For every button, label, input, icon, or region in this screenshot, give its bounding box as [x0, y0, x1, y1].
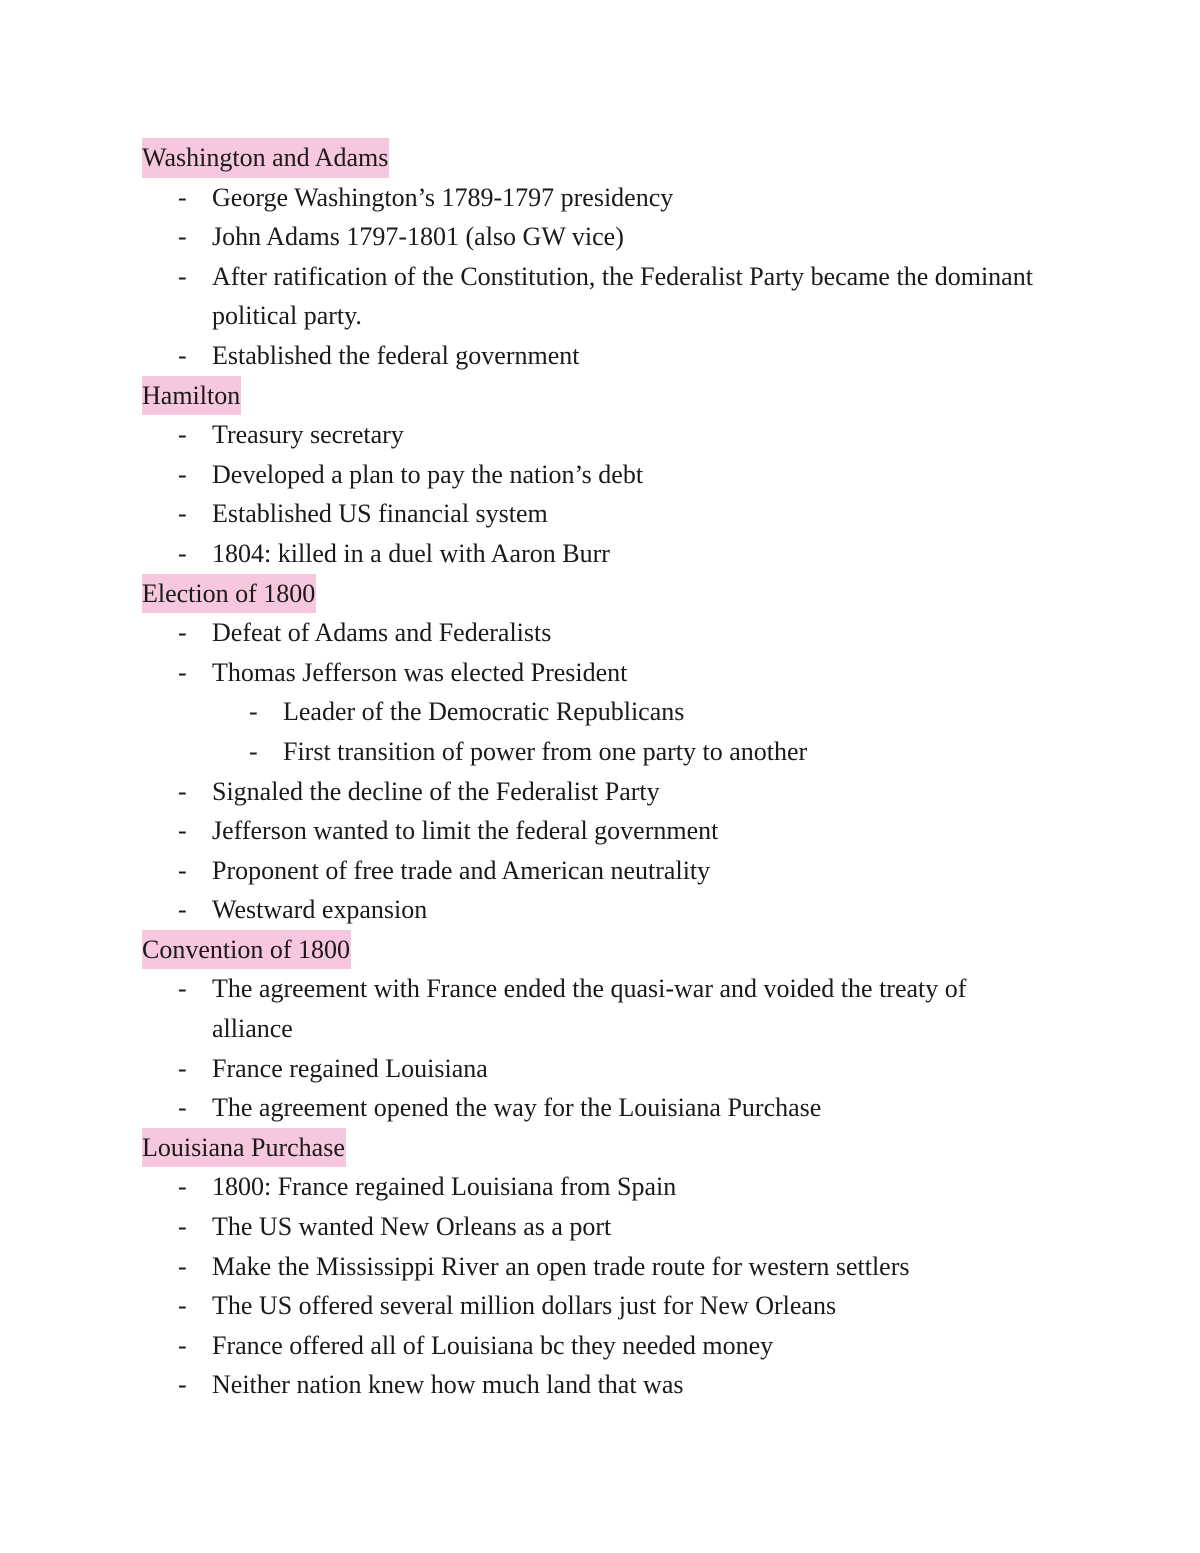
section — [142, 574, 1042, 930]
dash-bullet-icon: - — [178, 340, 187, 370]
section-heading: Election of 1800 — [142, 574, 316, 614]
list-item — [142, 1088, 1042, 1128]
section — [142, 930, 1042, 1128]
dash-bullet-icon: - — [178, 1330, 187, 1360]
list-item-text: Signaled the decline of the Federalist Party — [212, 776, 660, 806]
dash-bullet-icon: - — [178, 618, 187, 648]
dash-bullet-icon: - — [178, 657, 187, 687]
list-item — [142, 415, 1042, 455]
list-item-text: Defeat of Adams and Federalists — [212, 618, 552, 648]
list-item-text: Neither nation knew how much land that was — [212, 1370, 684, 1400]
list-item — [142, 494, 1042, 534]
bullet-list — [142, 415, 1042, 573]
dash-bullet-icon: - — [178, 1370, 187, 1400]
sub-list-item — [142, 692, 1042, 732]
list-item-text: George Washington’s 1789-1797 presidency — [212, 182, 674, 212]
list-item-text: The US offered several million dollars just for New Orleans — [212, 1291, 837, 1321]
dash-bullet-icon: - — [178, 895, 187, 925]
list-item-text: The agreement opened the way for the Louisiana Purchase — [212, 1093, 822, 1123]
list-item-text: The US wanted New Orleans as a port — [212, 1212, 612, 1242]
list-item — [142, 534, 1042, 574]
list-item-text: France offered all of Louisiana bc they needed money — [212, 1330, 774, 1360]
section — [142, 376, 1042, 574]
section — [142, 138, 1042, 376]
dash-bullet-icon: - — [178, 855, 187, 885]
list-item-text: Westward expansion — [212, 895, 428, 925]
dash-bullet-icon: - — [178, 222, 187, 252]
section-heading: Convention of 1800 — [142, 930, 351, 970]
dash-bullet-icon: - — [178, 499, 187, 529]
list-item-text: Established the federal government — [212, 340, 580, 370]
section-heading-row — [142, 1128, 1042, 1168]
dash-bullet-icon: - — [178, 1053, 187, 1083]
list-item-text: John Adams 1797-1801 (also GW vice) — [212, 222, 624, 252]
list-item — [142, 178, 1042, 218]
dash-bullet-icon: - — [178, 816, 187, 846]
dash-bullet-icon: - — [178, 261, 187, 291]
list-item — [142, 1326, 1042, 1366]
list-item — [142, 969, 1042, 1048]
dash-bullet-icon: - — [178, 182, 187, 212]
bullet-list — [142, 178, 1042, 376]
bullet-list — [142, 1167, 1042, 1405]
notes-page — [142, 138, 1042, 1405]
list-item — [142, 1286, 1042, 1326]
list-item-text: Make the Mississippi River an open trade route for western settlers — [212, 1251, 910, 1281]
dash-bullet-icon: - — [178, 538, 187, 568]
list-item — [142, 336, 1042, 376]
list-item-text: Thomas Jefferson was elected President — [212, 657, 628, 687]
list-item — [142, 811, 1042, 851]
list-item — [142, 1167, 1042, 1207]
section-heading: Louisiana Purchase — [142, 1128, 346, 1168]
section-heading-row — [142, 376, 1042, 416]
list-item — [142, 851, 1042, 891]
list-item-text: France regained Louisiana — [212, 1053, 488, 1083]
section-heading-row — [142, 138, 1042, 178]
list-item-text: Leader of the Democratic Republicans — [283, 697, 685, 727]
dash-bullet-icon: - — [249, 697, 258, 727]
dash-bullet-icon: - — [178, 1093, 187, 1123]
dash-bullet-icon: - — [178, 776, 187, 806]
section-heading-row — [142, 574, 1042, 614]
dash-bullet-icon: - — [178, 420, 187, 450]
list-item-text: Treasury secretary — [212, 420, 404, 450]
list-item — [142, 217, 1042, 257]
dash-bullet-icon: - — [178, 459, 187, 489]
list-item-text: Jefferson wanted to limit the federal government — [212, 816, 719, 846]
dash-bullet-icon: - — [178, 1172, 187, 1202]
list-item — [142, 1207, 1042, 1247]
dash-bullet-icon: - — [249, 736, 258, 766]
section-heading: Washington and Adams — [142, 138, 389, 178]
list-item — [142, 1049, 1042, 1089]
list-item — [142, 257, 1042, 336]
list-item-text: The agreement with France ended the quasi-war and voided the treaty of alliance — [212, 974, 967, 1044]
list-item — [142, 772, 1042, 812]
list-item-text: 1804: killed in a duel with Aaron Burr — [212, 538, 610, 568]
list-item-text: Established US financial system — [212, 499, 548, 529]
bullet-list — [142, 613, 1042, 930]
section — [142, 1128, 1042, 1405]
list-item — [142, 890, 1042, 930]
dash-bullet-icon: - — [178, 1251, 187, 1281]
dash-bullet-icon: - — [178, 1291, 187, 1321]
list-item — [142, 1247, 1042, 1287]
dash-bullet-icon: - — [178, 1212, 187, 1242]
dash-bullet-icon: - — [178, 974, 187, 1004]
list-item — [142, 1365, 1042, 1405]
section-heading-row — [142, 930, 1042, 970]
list-item-text: After ratification of the Constitution, the Federalist Party became the dominant political party. — [212, 261, 1033, 331]
list-item — [142, 455, 1042, 495]
list-item-text: Proponent of free trade and American neutrality — [212, 855, 711, 885]
section-heading: Hamilton — [142, 376, 241, 416]
sub-list-item — [142, 732, 1042, 772]
list-item-text: 1800: France regained Louisiana from Spain — [212, 1172, 677, 1202]
list-item-text: First transition of power from one party to another — [283, 736, 808, 766]
bullet-list — [142, 969, 1042, 1127]
list-item — [142, 653, 1042, 693]
list-item — [142, 613, 1042, 653]
list-item-text: Developed a plan to pay the nation’s debt — [212, 459, 644, 489]
